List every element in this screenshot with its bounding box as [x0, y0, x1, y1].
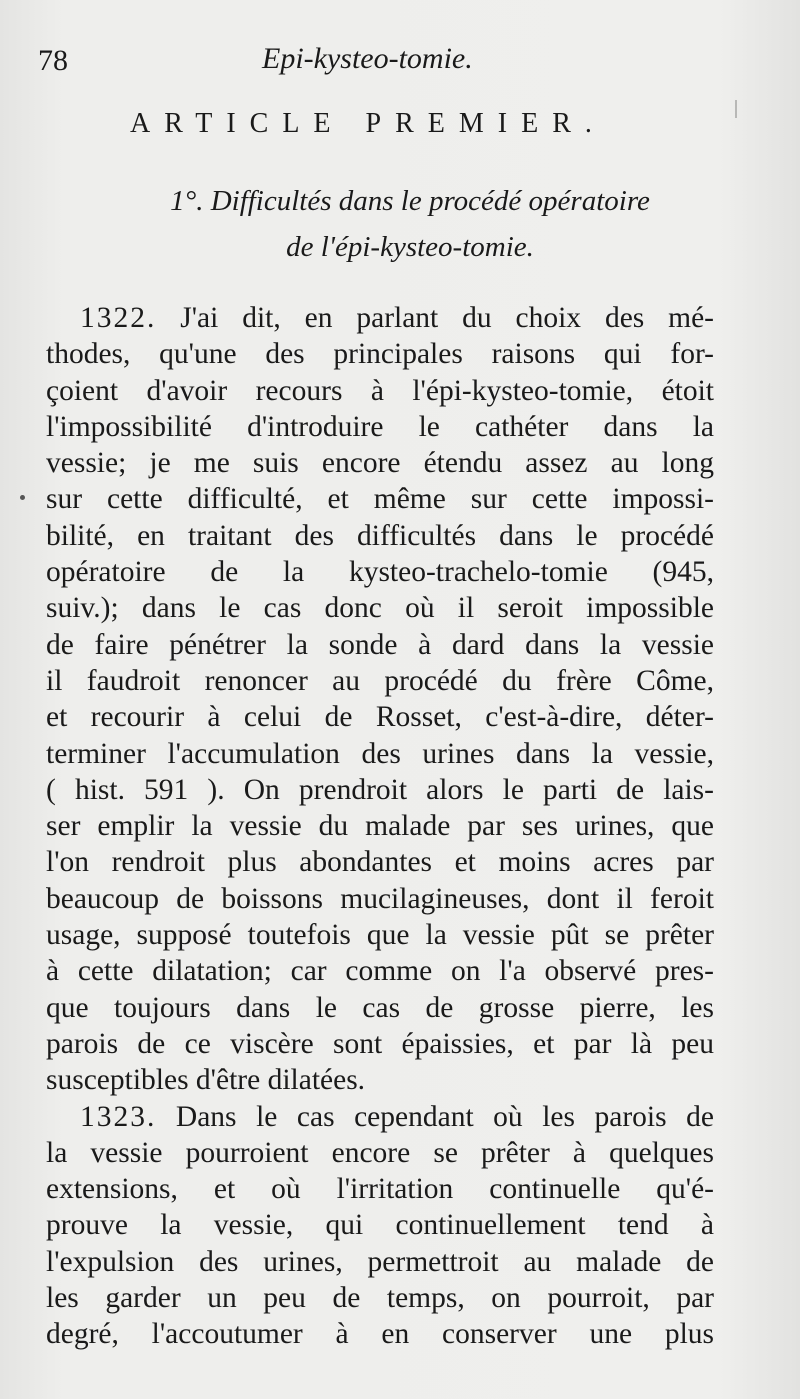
- paragraph-2-line: les garder un peu de temps, on pourroit, par: [46, 1282, 714, 1315]
- paragraph-2-line: la vessie pourroient encore se prêter à quelques: [46, 1136, 714, 1169]
- article-title: [130, 108, 690, 140]
- paragraph-1-line: çoient d'avoir recours à l'épi-kysteo-tomie, étoit: [46, 374, 714, 407]
- paragraph-number: 1323.: [80, 1100, 157, 1133]
- paragraph-1-line: l'on rendroit plus abondantes et moins acres par: [46, 846, 714, 879]
- paragraph-1-line: beaucoup de boissons mucilagineuses, dont il feroit: [46, 882, 714, 915]
- bleed-through-mark: [20, 495, 25, 500]
- paragraph-2-line-1: 1323. Dans le cas cependant où les parois de: [80, 1100, 714, 1133]
- paragraph-1-line: sur cette difficulté, et même sur cette impossi-: [46, 483, 714, 516]
- page-header: [0, 38, 800, 88]
- paragraph-1-line: de faire pénétrer la sonde à dard dans la vessie: [46, 628, 714, 661]
- paragraph-2-line: l'expulsion des urines, permettroit au malade de: [46, 1245, 714, 1278]
- paragraph-1-line: usage, supposé toutefois que la vessie pût se prêter: [46, 919, 714, 952]
- paragraph-1-line: terminer l'accumulation des urines dans la vessie,: [46, 737, 714, 770]
- paragraph-1-line: à cette dilatation; car comme on l'a observé pres-: [46, 955, 714, 988]
- paragraph-2-line: prouve la vessie, qui continuellement tend à: [46, 1209, 714, 1242]
- paragraph-2-line: degré, l'accoutumer à en conserver une plus: [46, 1318, 714, 1351]
- section-title-line-1: 1°. Difficultés dans le procédé opératoire: [170, 185, 650, 217]
- section-title: [100, 178, 720, 270]
- article-title-text: ARTICLE PREMIER.: [130, 108, 606, 139]
- page-number: 78: [38, 44, 68, 77]
- body-text: [46, 300, 714, 1353]
- paragraph-1-line: opératoire de la kysteo-trachelo-tomie (945,: [46, 556, 714, 589]
- paragraph-1-line: suiv.); dans le cas donc où il seroit impossible: [46, 592, 714, 625]
- paragraph-1-line: et recourir à celui de Rosset, c'est-à-dire, déter-: [46, 701, 714, 734]
- paragraph-1-line: bilité, en traitant des difficultés dans le procédé: [46, 519, 714, 552]
- bleed-through-mark: [735, 100, 737, 118]
- paragraph-number: 1322.: [80, 302, 157, 334]
- paragraph-1-line-1: 1322. J'ai dit, en parlant du choix des mé-: [80, 302, 715, 334]
- paragraph-1-line: il faudroit renoncer au procédé du frère Côme,: [46, 664, 714, 697]
- paragraph-1-line: que toujours dans le cas de grosse pierre, les: [46, 991, 714, 1024]
- paragraph-1-line: l'impossibilité d'introduire le cathéter dans la: [46, 410, 714, 443]
- paragraph-1-line: vessie; je me suis encore étendu assez au long: [46, 447, 714, 480]
- paragraph-1-line: susceptibles d'être dilatées.: [46, 1064, 366, 1097]
- paragraph-1-line: ser emplir la vessie du malade par ses urines, que: [46, 810, 714, 843]
- section-title-line-2: de l'épi-kysteo-tomie.: [286, 231, 534, 263]
- paragraph-1-line: ( hist. 591 ). On prendroit alors le parti de lais-: [46, 773, 714, 806]
- paragraph-1-line: thodes, qu'une des principales raisons qui for-: [46, 338, 714, 371]
- paragraph-2-line: extensions, et où l'irritation continuelle qu'é-: [46, 1173, 714, 1206]
- running-head: Epi-kysteo-tomie.: [262, 42, 473, 75]
- paragraph-1-line: parois de ce viscère sont épaissies, et par là peu: [46, 1027, 714, 1060]
